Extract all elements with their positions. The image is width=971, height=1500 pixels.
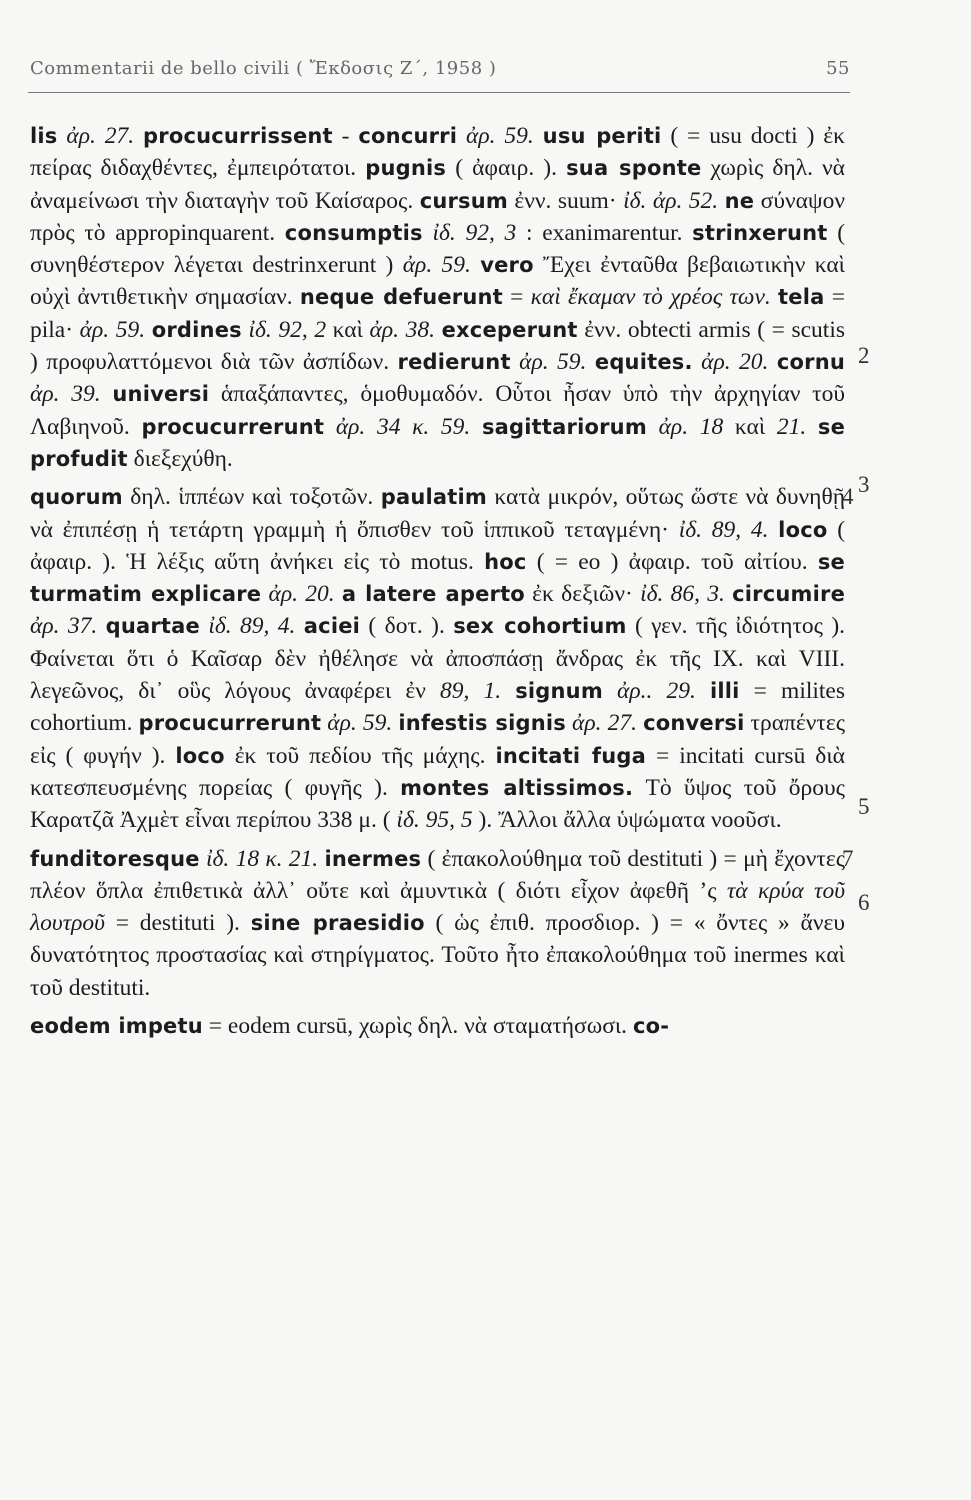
commentary-paragraph: eodem impetu = eodem cursū, χωρὶς δηλ. νὰ σταματήσωσι. co- (30, 1013, 670, 1040)
margin-section-number: 6 (858, 890, 870, 915)
margin-section-number: 7 (842, 845, 854, 871)
commentary-body (30, 120, 854, 1048)
running-header (30, 58, 850, 88)
margin-section-number: 2 (858, 343, 870, 368)
margin-section-number: 4 (842, 484, 854, 510)
margin-section-number: 3 (858, 472, 870, 497)
commentary-paragraph: funditoresque ἰδ. 18 κ. 21. inermes ( ἐπακολούθημα τοῦ destituti ) = μὴ ἔχοντες πλέον ὅπλα ἐπιθετικὰ ἀλλ᾽ οὔτε καὶ ἀμυντικὰ ( διότι εἶχον ἀφεθῆ ’ς τὰ κρύα τοῦ λουτροῦ = destituti ). sine praesidio ( ὡς ἐπιθ. προσδιορ. ) = « ὄντες » ἄνευ δυνατότητος προστασίας καὶ στηρίγματος. Τοῦτο ἦτο ἐπακολούθημα τοῦ inermes καὶ τοῦ destituti. 7 (30, 843, 845, 1004)
page-number: 55 (826, 58, 850, 79)
header-rule (28, 92, 850, 93)
running-title: Commentarii de bello civili ( Ἔκδοσις Ζ΄, 1958 ) (30, 58, 497, 79)
commentary-paragraph: lis ἀρ. 27. procucurrissent - concurri ἀρ. 59. usu periti ( = usu docti ) ἐκ πείρας διδαχθέντες, ἐμπειρότατοι. pugnis ( ἀφαιρ. ). sua sponte χωρὶς δηλ. νὰ ἀναμείνωσι τὴν διαταγὴν τοῦ Καίσαρος. cursum ἐνν. suum· ἰδ. ἀρ. 52. ne σύναψον πρὸς τὸ appropinquarent. consumptis ἰδ. 92, 3 : exanimarentur. strinxerunt ( συνηθέστερον λέγεται destrinxerunt ) ἀρ. 59. vero Ἔχει ἐνταῦθα βεβαιωτικὴν καὶ οὐχὶ ἀντιθετικὴν σημασίαν. neque defuerunt = καὶ ἔκαμαν τὸ χρέος των. tela = pila· ἀρ. 59. ordines ἰδ. 92, 2 καὶ ἀρ. 38. exceperunt ἐνν. obtecti armis ( = scutis ) προφυλαττόμενοι διὰ τῶν ἀσπίδων. redierunt ἀρ. 59. equites. ἀρ. 20. cornu ἀρ. 39. universi ἁπαξάπαντες, ὁμοθυμαδόν. Οὗτοι ἦσαν ὑπὸ τὴν ἀρχηγίαν τοῦ Λαβιηνοῦ. procucurrerunt ἀρ. 34 κ. 59. sagittariorum ἀρ. 18 καὶ 21. se profudit διεξεχύθη. (30, 123, 846, 472)
margin-section-number: 5 (858, 794, 870, 819)
commentary-paragraph: quorum δηλ. ἱππέων καὶ τοξοτῶν. paulatim κατὰ μικρόν, οὕτως ὥστε νὰ δυνηθῇ νὰ ἐπιπέσῃ ἡ τετάρτη γραμμὴ ἡ ὄπισθεν τοῦ ἱππικοῦ τεταγμένη· ἰδ. 89, 4. loco ( ἀφαιρ. ). Ἡ λέξις αὕτη ἀνήκει εἰς τὸ motus. hoc ( = eo ) ἀφαιρ. τοῦ αἰτίου. se turmatim explicare ἀρ. 20. a latere aperto ἐκ δεξιῶν· ἰδ. 86, 3. circumire ἀρ. 37. quartae ἰδ. 89, 4. aciei ( δοτ. ). sex cohortium ( γεν. τῆς ἰδιότητος ). Φαίνεται ὅτι ὁ Καῖσαρ δὲν ἠθέλησε νὰ ἀποσπάσῃ ἄνδρας ἐκ τῆς IX. καὶ VIII. λεγεῶνος, δι᾽ οὓς λόγους ἀναφέρει ἐν 89, 1. signum ἀρ.. 29. illi = milites cohortium. procucurrerunt ἀρ. 59. infestis signis ἀρ. 27. conversi τραπέντες εἰς ( φυγήν ). loco ἐκ τοῦ πεδίου τῆς μάχης. incitati fuga = incitati cursū διὰ κατεσπευσμένης πορείας ( φυγῆς ). montes altissimos. Τὸ ὕψος τοῦ ὄρους Καρατζᾶ Ἀχμὲτ εἶναι περίπου 338 μ. ( ἰδ. 95, 5 ). Ἄλλοι ἄλλα ὑψώματα νοοῦσι. 4 (30, 481, 845, 836)
